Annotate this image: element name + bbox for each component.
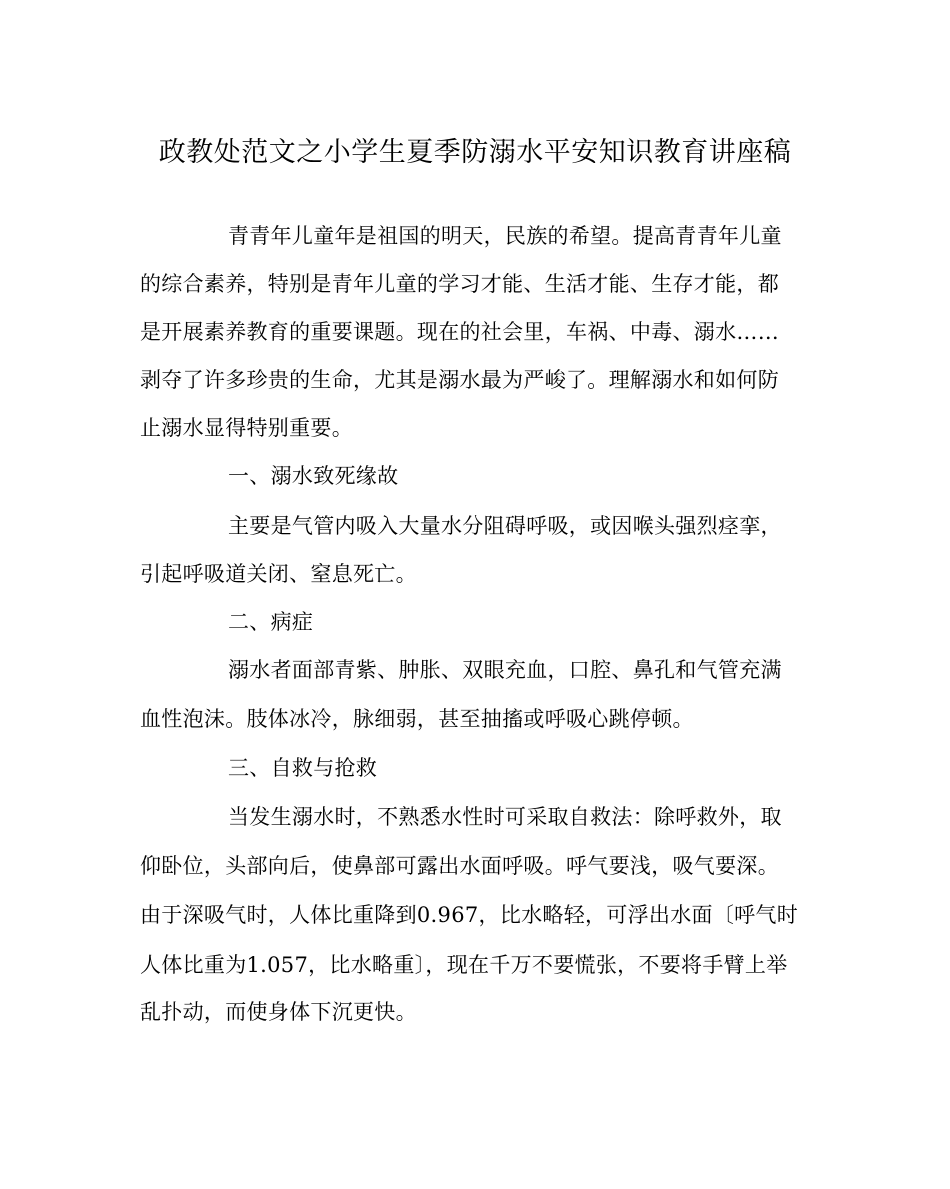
- intro-line-2: 的综合素养，特别是青年儿童的学习才能、生活才能、生存才能，都: [140, 272, 779, 296]
- section-1-heading: 一、溺水致死缘故: [228, 464, 399, 488]
- section-3-line-1: 当发生溺水时，不熟悉水性时可采取自救法：除呼救外，取: [228, 805, 782, 829]
- section-3-line-3: 由于深吸气时，人体比重降到0.967，比水略轻，可浮出水面〔呼气时: [140, 903, 799, 927]
- intro-line-4: 剥夺了许多珍贵的生命，尤其是溺水最为严峻了。理解溺水和如何防: [140, 368, 779, 392]
- section-3-line-2: 仰卧位，头部向后，使鼻部可露出水面呼吸。呼气要浅，吸气要深。: [140, 854, 779, 878]
- intro-line-1: 青青年儿童年是祖国的明天，民族的希望。提高青青年儿童: [228, 224, 782, 248]
- section-3-line-4: 人体比重为1.057，比水略重〕，现在千万不要慌张，不要将手臂上举: [140, 953, 788, 977]
- section-1-line-2: 引起呼吸道关闭、窒息死亡。: [140, 562, 417, 586]
- section-2-line-2: 血性泡沫。肢体冰冷，脉细弱，甚至抽搐或呼吸心跳停顿。: [140, 707, 694, 731]
- section-3-line-5: 乱扑动，而使身体下沉更快。: [140, 1000, 417, 1024]
- intro-line-3: 是开展素养教育的重要课题。现在的社会里，车祸、中毒、溺水……: [140, 320, 779, 344]
- section-2-heading: 二、病症: [228, 610, 314, 634]
- section-3-heading: 三、自救与抢救: [228, 756, 378, 780]
- document-title: 政教处范文之小学生夏季防溺水平安知识教育讲座稿: [158, 137, 792, 168]
- intro-line-5: 止溺水显得特别重要。: [140, 416, 353, 440]
- section-2-line-1: 溺水者面部青紫、肿胀、双眼充血，口腔、鼻孔和气管充满: [228, 658, 782, 682]
- section-1-line-1: 主要是气管内吸入大量水分阻碍呼吸，或因喉头强烈痉挛，: [228, 514, 782, 538]
